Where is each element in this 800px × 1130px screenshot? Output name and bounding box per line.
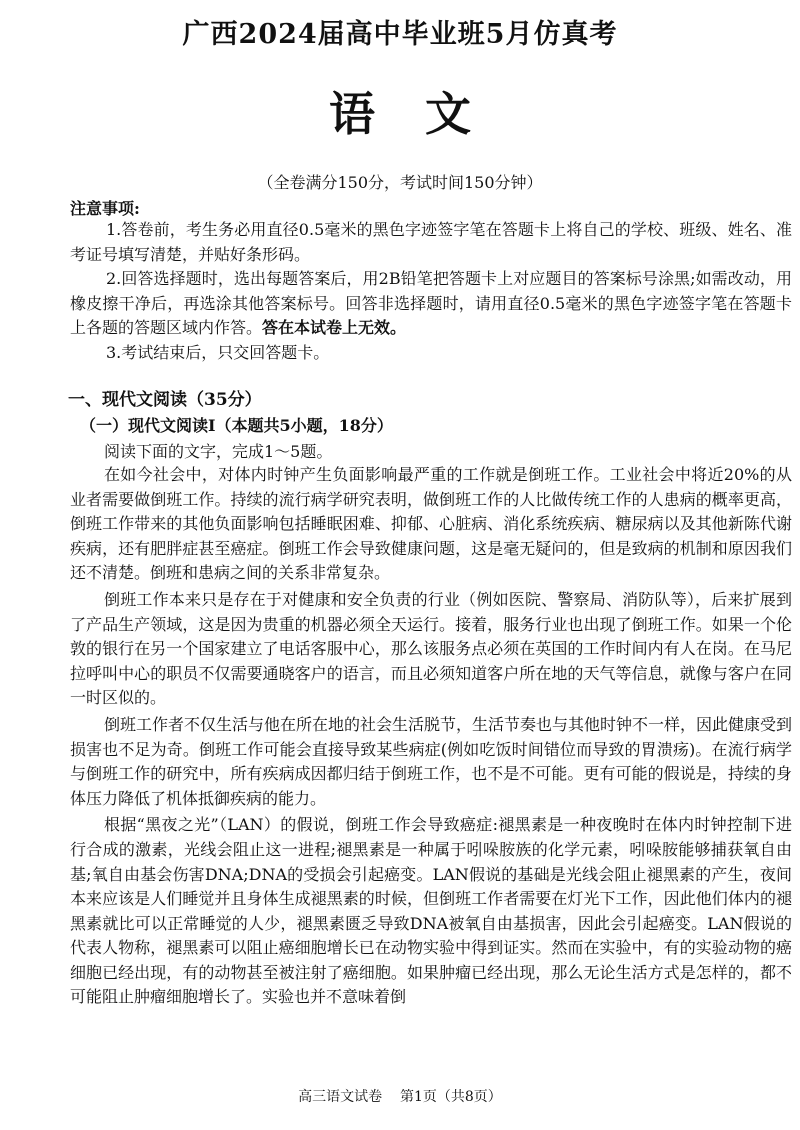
- notice-heading: 注意事项:: [70, 199, 140, 218]
- notice-item-text: 2.回答选择题时，选出每题答案后，用2B铅笔把答题卡上对应题目的答案标号涂黑;如需改动，用橡皮擦干净后，再选涂其他答案标号。回答非选择题时，请用直径0.5毫米的黑色字迹签字笔在答题卡上各题的答题区域内作答。: [70, 269, 792, 337]
- notice-list: [70, 218, 792, 365]
- passage-paragraph: 倒班工作本来只是存在于对健康和安全负责的行业（例如医院、警察局、消防队等），后来扩展到了产品生产领域，这是因为贵重的机器必须全天运行。接着，服务行业也出现了倒班工作。如果一个伦敦的银行在另一个国家建立了电话客服中心，那么该服务点必须在英国的工作时间内有人在岗。在马尼拉呼叫中心的职员不仅需要通晓客户的语言，而且必须知道客户所在地的天气等信息，就像与客户在同一时区似的。: [70, 589, 792, 708]
- passage-paragraph: 根据“黑夜之光”（LAN）的假说，倒班工作会导致癌症:褪黑素是一种夜晚时在体内时钟控制下进行合成的激素，光线会阻止这一进程;褪黑素是一种属于吲哚胺族的化学元素，吲哚胺能够捕获氧自由基;氧自由基会伤害DNA;DNA的受损会引起癌变。LAN假说的基础是光线会阻止褪黑素的产生，夜间本来应该是人们睡觉并且身体生成褪黑素的时候，但倒班工作者需要在灯光下工作，因此他们体内的褪黑素就比可以正常睡觉的人少，褪黑素匮乏导致DNA被氧自由基损害，因此会引起癌变。LAN假说的代表人物称，褪黑素可以阻止癌细胞增长已在动物实验中得到证实。然而在实验中，有的实验动物的癌细胞已经出现，有的动物甚至被注射了癌细胞。如果肿瘤已经出现，那么无论生活方式是怎样的，都不可能阻止肿瘤细胞增长了。实验也并不意味着倒: [70, 815, 792, 1007]
- notice-item: [70, 267, 792, 341]
- subject-title: 语文: [329, 87, 521, 141]
- section-heading: 一、现代文阅读（35分）: [68, 390, 262, 410]
- reading-passage: [70, 463, 792, 1010]
- notice-item: 3.考试结束后，只交回答题卡。: [106, 342, 330, 362]
- subsection-heading: （一）现代文阅读Ⅰ（本题共5小题，18分）: [80, 416, 393, 435]
- score-time-line: （全卷满分150分，考试时间150分钟）: [257, 173, 543, 192]
- exam-title: 广西2024届高中毕业班5月仿真考: [182, 19, 618, 50]
- passage-paragraph: 倒班工作者不仅生活与他在所在地的社会生活脱节，生活节奏也与其他时钟不一样，因此健康受到损害也不足为奇。倒班工作可能会直接导致某些病症(例如吃饭时间错位而导致的胃溃疡)。在流行病学与倒班工作的研究中，所有疾病成因都归结于倒班工作，也不是不可能。更有可能的假说是，持续的身体压力降低了机体抵御疾病的能力。: [70, 714, 793, 808]
- footer-page-number: 第1页（共8页）: [399, 1089, 502, 1105]
- reading-instruction: 阅读下面的文字，完成1～5题。: [104, 442, 333, 461]
- passage-paragraph: 在如今社会中，对体内时钟产生负面影响最严重的工作就是倒班工作。工业社会中将近20%的从业者需要做倒班工作。持续的流行病学研究表明，做倒班工作的人比做传统工作的人患病的概率更高，倒班工作带来的其他负面影响包括睡眠困难、抑郁、心脏病、消化系统疾病、糖尿病以及其他新陈代谢疾病，还有肥胖症甚至癌症。倒班工作会导致健康问题，这是毫无疑问的，但是致病的机制和原因我们还不清楚。倒班和患病之间的关系非常复杂。: [70, 465, 792, 583]
- notice-item: 1.答卷前，考生务必用直径0.5毫米的黑色字迹签字笔在答题卡上将自己的学校、班级、姓名、准考证号填写清楚，并贴好条形码。: [70, 220, 792, 264]
- page-footer: [0, 1086, 800, 1106]
- notice-emphasis: 答在本试卷上无效。: [262, 318, 407, 337]
- footer-paper-name: 高三语文试卷: [298, 1089, 383, 1105]
